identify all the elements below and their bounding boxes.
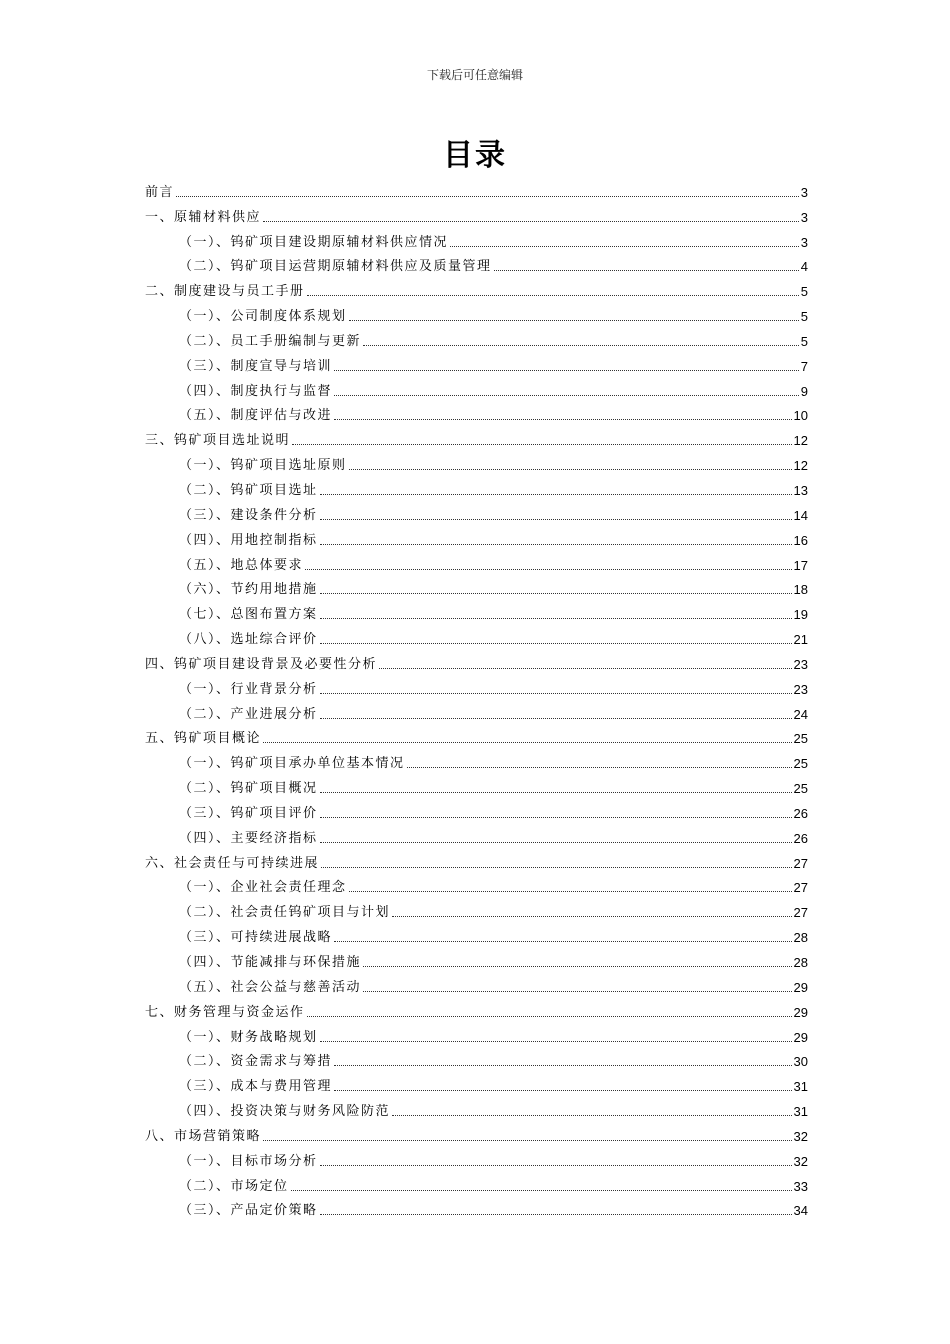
toc-entry[interactable]	[145, 250, 808, 275]
toc-entry-page-number: 31	[793, 1104, 808, 1120]
toc-entry-page-number: 10	[793, 408, 808, 424]
toc-leader-dots	[334, 1090, 792, 1091]
toc-entry-page-number: 27	[793, 855, 808, 871]
toc-leader-dots	[320, 618, 792, 619]
toc-leader-dots	[379, 668, 792, 669]
toc-entry-page-number: 3	[800, 234, 808, 250]
toc-entry[interactable]	[145, 399, 808, 424]
toc-entry-title: 六、社会责任与可持续进展	[145, 855, 320, 871]
toc-entry-page-number: 5	[800, 309, 808, 325]
toc-entry-page-number: 26	[793, 830, 808, 846]
toc-entry[interactable]	[145, 995, 808, 1020]
toc-entry[interactable]	[145, 523, 808, 548]
toc-entry[interactable]	[145, 1144, 808, 1169]
toc-entry[interactable]	[145, 200, 808, 225]
toc-entry[interactable]	[145, 1045, 808, 1070]
toc-leader-dots	[321, 867, 792, 868]
toc-entry-page-number: 31	[793, 1079, 808, 1095]
toc-entry[interactable]	[145, 722, 808, 747]
toc-entry-page-number: 5	[800, 333, 808, 349]
toc-leader-dots	[320, 1165, 792, 1166]
toc-entry-title: 一、原辅材料供应	[145, 209, 262, 225]
toc-entry-title: （一）、目标市场分析	[179, 1153, 318, 1169]
toc-entry-title: （五）、制度评估与改进	[179, 408, 333, 424]
toc-entry[interactable]	[145, 573, 808, 598]
toc-entry[interactable]	[145, 1020, 808, 1045]
toc-entry[interactable]	[145, 1119, 808, 1144]
toc-entry-title: （二）、资金需求与筹措	[179, 1054, 333, 1070]
toc-entry-title: （四）、投资决策与财务风险防范	[179, 1104, 391, 1120]
toc-entry[interactable]	[145, 746, 808, 771]
toc-leader-dots	[320, 842, 792, 843]
toc-leader-dots	[392, 1115, 792, 1116]
toc-leader-dots	[307, 295, 799, 296]
toc-entry-page-number: 5	[800, 284, 808, 300]
toc-entry[interactable]	[145, 548, 808, 573]
toc-entry-page-number: 27	[793, 905, 808, 921]
toc-entry-page-number: 18	[793, 582, 808, 598]
toc-entry-title: （三）、建设条件分析	[179, 507, 318, 523]
toc-leader-dots	[320, 693, 792, 694]
toc-entry-page-number: 29	[793, 1029, 808, 1045]
toc-entry-title: （一）、公司制度体系规划	[179, 309, 347, 325]
toc-entry[interactable]	[145, 771, 808, 796]
toc-entry-page-number: 4	[800, 259, 808, 275]
toc-leader-dots	[320, 817, 792, 818]
toc-entry-page-number: 12	[793, 433, 808, 449]
toc-leader-dots	[363, 966, 792, 967]
toc-entry-title: 七、财务管理与资金运作	[145, 1004, 305, 1020]
toc-entry-page-number: 3	[800, 209, 808, 225]
toc-entry-page-number: 32	[793, 1128, 808, 1144]
toc-entry-title: （一）、财务战略规划	[179, 1029, 318, 1045]
toc-leader-dots	[320, 494, 792, 495]
toc-entry-title: （一）、企业社会责任理念	[179, 880, 347, 896]
toc-entry-page-number: 3	[800, 184, 808, 200]
toc-entry[interactable]	[145, 1194, 808, 1219]
toc-leader-dots	[494, 270, 799, 271]
toc-entry-page-number: 29	[793, 979, 808, 995]
toc-entry-page-number: 23	[793, 656, 808, 672]
toc-leader-dots	[305, 569, 792, 570]
toc-entry[interactable]	[145, 597, 808, 622]
toc-entry-page-number: 32	[793, 1153, 808, 1169]
toc-entry-page-number: 28	[793, 955, 808, 970]
toc-leader-dots	[291, 1190, 792, 1191]
toc-entry[interactable]	[145, 846, 808, 871]
table-of-contents	[145, 175, 808, 1218]
toc-leader-dots	[320, 593, 792, 594]
toc-entry-title: 前言	[145, 184, 175, 200]
toc-entry[interactable]	[145, 324, 808, 349]
page-header: 下载后可任意编辑	[426, 68, 523, 82]
page-title: 目录	[443, 138, 507, 173]
toc-leader-dots	[334, 1065, 792, 1066]
toc-entry-title: （八）、选址综合评价	[179, 632, 318, 648]
toc-leader-dots	[292, 444, 792, 445]
toc-entry-title: （五）、社会公益与慈善活动	[179, 979, 362, 995]
toc-leader-dots	[363, 345, 799, 346]
toc-entry[interactable]	[145, 448, 808, 473]
toc-entry-page-number: 13	[793, 482, 808, 498]
toc-entry[interactable]	[145, 1069, 808, 1094]
toc-entry-title: （六）、节约用地措施	[179, 582, 318, 598]
toc-entry[interactable]	[145, 970, 808, 995]
toc-entry[interactable]	[145, 349, 808, 374]
toc-entry-title: 三、钨矿项目选址说明	[145, 433, 291, 449]
toc-entry-title: （二）、员工手册编制与更新	[179, 333, 362, 349]
toc-leader-dots	[334, 395, 799, 396]
toc-leader-dots	[320, 643, 792, 644]
toc-entry-title: （四）、节能减排与环保措施	[179, 955, 362, 970]
toc-entry-page-number: 34	[793, 1203, 808, 1219]
toc-leader-dots	[320, 1041, 792, 1042]
toc-entry-title: （二）、钨矿项目选址	[179, 482, 318, 498]
toc-entry[interactable]	[145, 821, 808, 846]
toc-entry[interactable]	[145, 895, 808, 920]
toc-entry-title: 八、市场营销策略	[145, 1128, 262, 1144]
toc-leader-dots	[320, 544, 792, 545]
toc-leader-dots	[320, 519, 792, 520]
toc-entry-title: 二、制度建设与员工手册	[145, 284, 305, 300]
toc-entry[interactable]	[145, 473, 808, 498]
toc-entry-page-number: 21	[793, 632, 808, 648]
toc-leader-dots	[263, 1140, 792, 1141]
toc-entry-title: （七）、总图布置方案	[179, 607, 318, 623]
toc-leader-dots	[320, 1214, 792, 1215]
toc-entry[interactable]	[145, 871, 808, 896]
toc-entry[interactable]	[145, 945, 808, 970]
toc-entry[interactable]	[145, 274, 808, 299]
toc-entry[interactable]	[145, 1169, 808, 1194]
toc-entry-title: （四）、制度执行与监督	[179, 383, 333, 399]
toc-entry[interactable]	[145, 374, 808, 399]
toc-entry-title: （三）、可持续进展战略	[179, 930, 333, 946]
toc-entry-title: （四）、主要经济指标	[179, 830, 318, 846]
toc-entry[interactable]	[145, 423, 808, 448]
toc-entry-page-number: 25	[793, 731, 808, 747]
toc-leader-dots	[392, 916, 792, 917]
toc-leader-dots	[334, 419, 792, 420]
toc-entry[interactable]	[145, 697, 808, 722]
toc-entry-title: （一）、行业背景分析	[179, 681, 318, 697]
toc-entry-page-number: 28	[793, 930, 808, 946]
toc-entry[interactable]	[145, 622, 808, 647]
toc-entry-title: （一）、钨矿项目选址原则	[179, 458, 347, 474]
toc-entry-title: （三）、制度宣导与培训	[179, 358, 333, 374]
toc-entry-page-number: 16	[793, 532, 808, 548]
toc-entry-page-number: 27	[793, 880, 808, 896]
toc-leader-dots	[176, 196, 799, 197]
toc-leader-dots	[450, 246, 799, 247]
toc-leader-dots	[320, 718, 792, 719]
toc-leader-dots	[263, 742, 792, 743]
toc-entry[interactable]	[145, 920, 808, 945]
toc-leader-dots	[349, 469, 792, 470]
toc-leader-dots	[307, 1016, 792, 1017]
toc-entry-title: （二）、社会责任钨矿项目与计划	[179, 905, 391, 921]
toc-entry[interactable]	[145, 796, 808, 821]
toc-entry-title: （二）、产业进展分析	[179, 706, 318, 722]
toc-leader-dots	[349, 891, 792, 892]
toc-entry-title: （二）、钨矿项目运营期原辅材料供应及质量管理	[179, 259, 492, 275]
toc-entry[interactable]	[145, 225, 808, 250]
toc-entry-page-number: 14	[793, 507, 808, 523]
toc-entry-page-number: 26	[793, 805, 808, 821]
toc-entry-title: （五）、地总体要求	[179, 557, 304, 573]
toc-entry[interactable]	[145, 1094, 808, 1119]
toc-entry[interactable]	[145, 498, 808, 523]
toc-entry-page-number: 33	[793, 1178, 808, 1194]
toc-entry-page-number: 23	[793, 681, 808, 697]
toc-entry-title: （二）、市场定位	[179, 1178, 289, 1194]
toc-entry-page-number: 17	[793, 557, 808, 573]
toc-entry-page-number: 25	[793, 756, 808, 772]
toc-entry-page-number: 12	[793, 458, 808, 474]
toc-leader-dots	[349, 320, 799, 321]
toc-entry-title: （三）、产品定价策略	[179, 1203, 318, 1219]
toc-entry-title: （一）、钨矿项目建设期原辅材料供应情况	[179, 234, 449, 250]
toc-entry-page-number: 19	[793, 607, 808, 623]
toc-leader-dots	[407, 767, 792, 768]
toc-entry-title: （一）、钨矿项目承办单位基本情况	[179, 756, 405, 772]
toc-entry-page-number: 24	[793, 706, 808, 722]
toc-leader-dots	[320, 792, 792, 793]
toc-leader-dots	[334, 370, 799, 371]
toc-entry[interactable]	[145, 299, 808, 324]
toc-entry[interactable]	[145, 672, 808, 697]
toc-entry-title: （二）、钨矿项目概况	[179, 781, 318, 797]
toc-entry-page-number: 7	[800, 358, 808, 374]
toc-entry[interactable]	[145, 175, 808, 200]
toc-entry-page-number: 9	[800, 383, 808, 399]
toc-leader-dots	[334, 941, 792, 942]
toc-entry-title: （四）、用地控制指标	[179, 532, 318, 548]
toc-entry-title: （三）、钨矿项目评价	[179, 805, 318, 821]
toc-entry[interactable]	[145, 647, 808, 672]
toc-entry-page-number: 30	[793, 1054, 808, 1070]
toc-entry-title: 五、钨矿项目概论	[145, 731, 262, 747]
toc-entry-page-number: 25	[793, 781, 808, 797]
toc-entry-title: （三）、成本与费用管理	[179, 1079, 333, 1095]
toc-leader-dots	[363, 991, 792, 992]
toc-entry-page-number: 29	[793, 1004, 808, 1020]
toc-entry-title: 四、钨矿项目建设背景及必要性分析	[145, 656, 378, 672]
toc-leader-dots	[263, 221, 799, 222]
